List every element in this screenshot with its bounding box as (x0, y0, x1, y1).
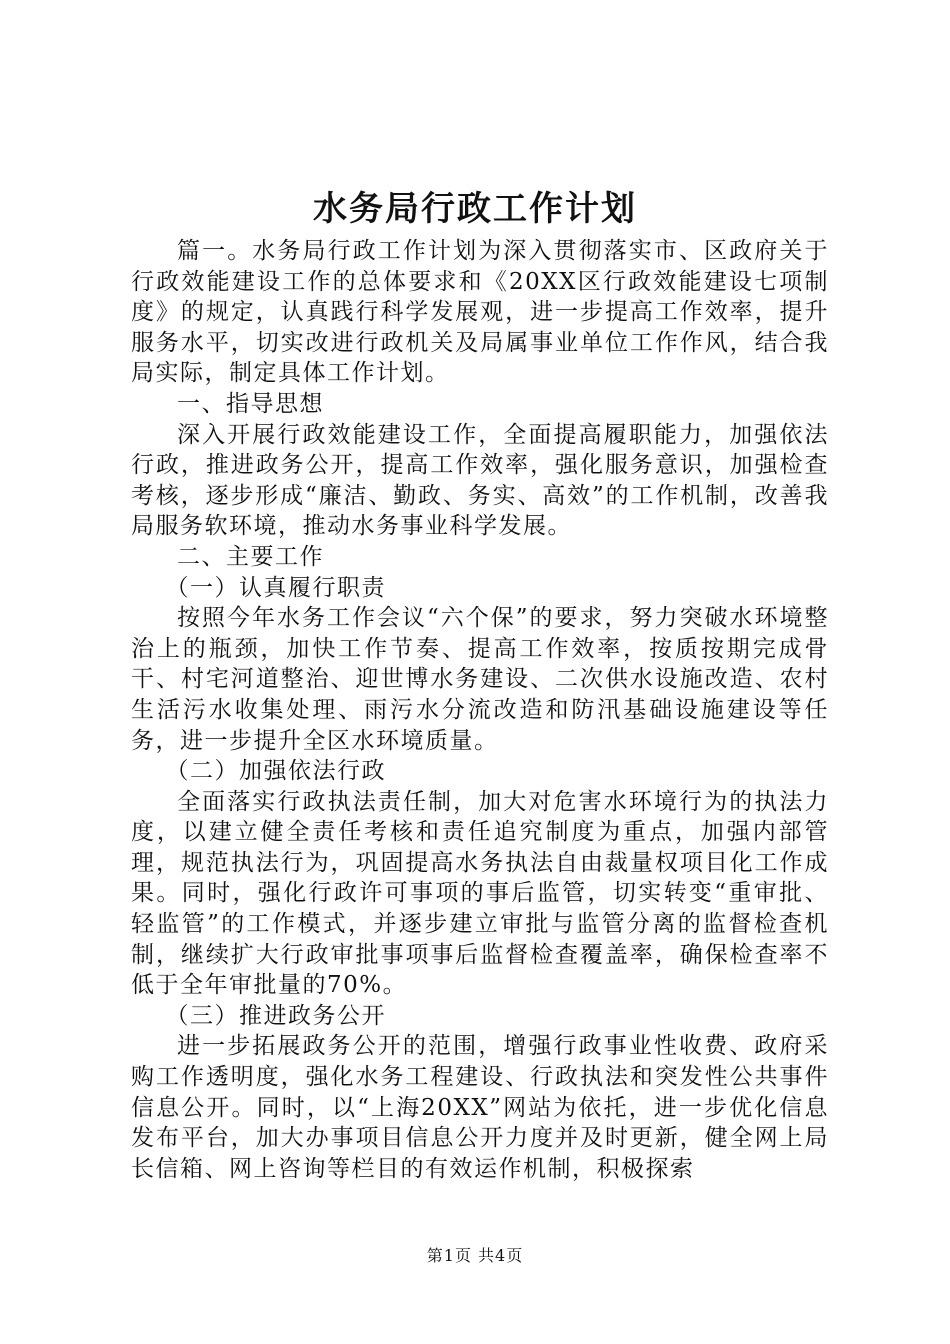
paragraph-duties: 按照今年水务工作会议“六个保”的要求，努力突破水环境整治上的瓶颈，加快工作节奏、提高工作效率，按质按期完成骨干、村宅河道整治、迎世博水务建设、二次供水设施改造、农村生活污水收集处理、雨污水分流改造和防汛基础设施建设等任务，进一步提升全区水环境质量。 (131, 605, 829, 754)
paragraph-guiding-ideology: 深入开展行政效能建设工作，全面提高履职能力，加强依法行政，推进政务公开，提高工作效率，强化服务意识，加强检查考核，逐步形成“廉洁、勤政、务实、高效”的工作机制，改善我局服务软环境，推动水务事业科学发展。 (131, 421, 829, 540)
subsection-heading-duties: （一）认真履行职责 (165, 574, 386, 601)
document-body (131, 236, 829, 1184)
section-heading-main-work: 二、主要工作 (177, 543, 324, 570)
subsection-heading-open-affairs: （三）推进政务公开 (165, 1002, 386, 1029)
paragraph-intro: 篇一。水务局行政工作计划为深入贯彻落实市、区政府关于行政效能建设工作的总体要求和《20XX区行政效能建设七项制度》的规定，认真践行科学发展观，进一步提高工作效率，提升服务水平，切实改进行政机关及局属事业单位工作作风，结合我局实际，制定具体工作计划。 (131, 238, 829, 387)
subsection-heading-law-administration: （二）加强依法行政 (165, 758, 386, 785)
paragraph-law-administration: 全面落实行政执法责任制，加大对危害水环境行为的执法力度，以建立健全责任考核和责任追究制度为重点，加强内部管理，规范执法行为，巩固提高水务执法自由裁量权项目化工作成果。同时，强化行政许可事项的事后监管，切实转变“重审批、轻监管”的工作模式，并逐步建立审批与监管分离的监督检查机制，继续扩大行政审批事项事后监督检查覆盖率，确保检查率不低于全年审批量的70%。 (131, 788, 829, 999)
paragraph-open-affairs: 进一步拓展政务公开的范围，增强行政事业性收费、政府采购工作透明度，强化水务工程建设、行政执法和突发性公共事件信息公开。同时，以“上海20XX”网站为依托，进一步优化信息发布平台，加大办事项目信息公开力度并及时更新，健全网上局长信箱、网上咨询等栏目的有效运作机制，积极探索 (131, 1033, 829, 1182)
section-heading-guiding-ideology: 一、指导思想 (177, 390, 324, 417)
document-title: 水务局行政工作计划 (313, 189, 637, 229)
page-footer: 第1页 共4页 (426, 1246, 524, 1265)
